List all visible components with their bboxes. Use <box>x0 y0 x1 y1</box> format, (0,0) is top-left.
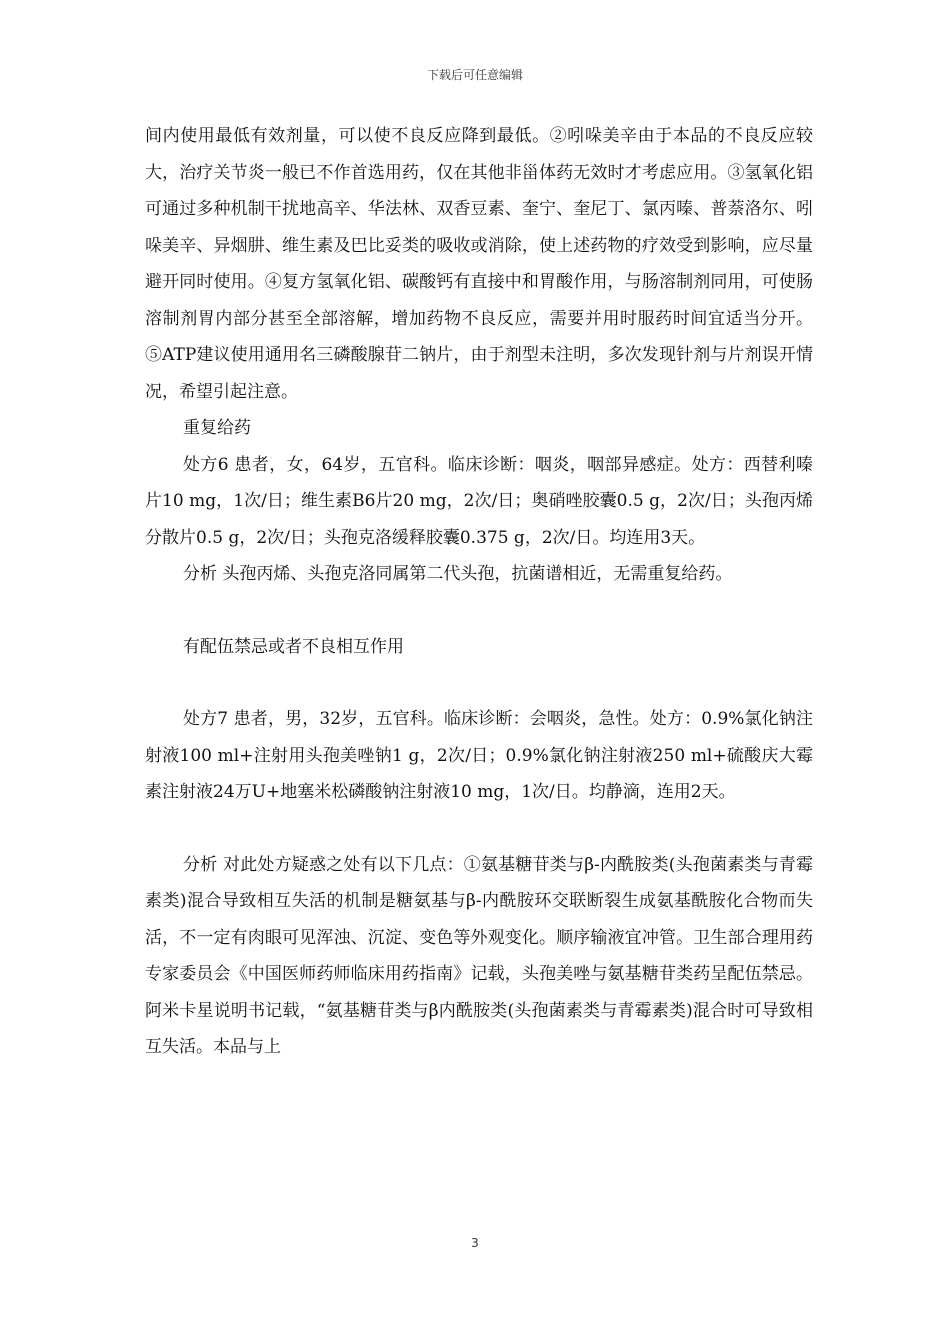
page-header: 下载后可任意编辑 <box>426 68 523 82</box>
section-heading-incompatibility: 有配伍禁忌或者不良相互作用 <box>183 636 404 657</box>
paragraph-drug-notes: 间内使用最低有效剂量，可以使不良反应降到最低。②吲哚美辛由于本品的不良反应较大，治疗关节炎一般已不作首选用药，仅在其他非甾体药无效时才考虑应用。③氢氧化铝可通过多种机制干扰地高辛、华法林、双香豆素、奎宁、奎尼丁、氯丙嗪、普萘洛尔、吲哚美辛、异烟肼、维生素及巴比妥类的吸收或消除，使上述药物的疗效受到影响，应尽量避开同时使用。④复方氢氧化铝、碳酸钙有直接中和胃酸作用，与肠溶制剂同用，可使肠溶制剂胃内部分甚至全部溶解，增加药物不良反应，需要并用时服药时间宜适当分开。⑤ATP建议使用通用名三磷酸腺苷二钠片，由于剂型未注明，多次发现针剂与片剂误开情况，希望引起注意。 <box>145 126 813 402</box>
spacer <box>145 593 813 629</box>
paragraph-prescription-6: 处方6 患者，女，64岁，五官科。临床诊断：咽炎，咽部异感症。处方：西替利嗪片10 mg，1次/日；维生素B6片20 mg，2次/日；奥硝唑胶囊0.5 g，2次/日；头孢丙烯分散片0.5 g，2次/日；头孢克洛缓释胶囊0.375 g，2次/日。均连用3天。 <box>145 454 813 548</box>
paragraph-analysis-6: 分析 头孢丙烯、头孢克洛同属第二代头孢，抗菌谱相近，无需重复给药。 <box>183 564 733 584</box>
spacer <box>145 811 813 847</box>
paragraph-prescription-7: 处方7 患者，男，32岁，五官科。临床诊断：会咽炎，急性。处方：0.9%氯化钠注射液100 ml+注射用头孢美唑钠1 g，2次/日；0.9%氯化钠注射液250 ml+硫酸庆大霉素注射液24万U+地塞米松磷酸钠注射液10 mg，1次/日。均静滴，连用2天。 <box>145 709 813 802</box>
paragraph-analysis-7: 分析 对此处方疑惑之处有以下几点：①氨基糖苷类与β-内酰胺类(头孢菌素类与青霉素类)混合导致相互失活的机制是糖氨基与β-内酰胺环交联断裂生成氨基酰胺化合物而失活，不一定有肉眼可见浑浊、沉淀、变色等外观变化。顺序输液宜冲管。卫生部合理用药专家委员会《中国医师药师临床用药指南》记载，头孢美唑与氨基糖苷类药呈配伍禁忌。阿米卡星说明书记载，“氨基糖苷类与β内酰胺类(头孢菌素类与青霉素类)混合时可导致相互失活。本品与上 <box>145 854 813 1057</box>
section-heading-duplicate-dosing: 重复给药 <box>183 418 251 438</box>
page-content <box>145 118 813 1066</box>
spacer <box>145 665 813 701</box>
page-number: 3 <box>471 1236 479 1250</box>
